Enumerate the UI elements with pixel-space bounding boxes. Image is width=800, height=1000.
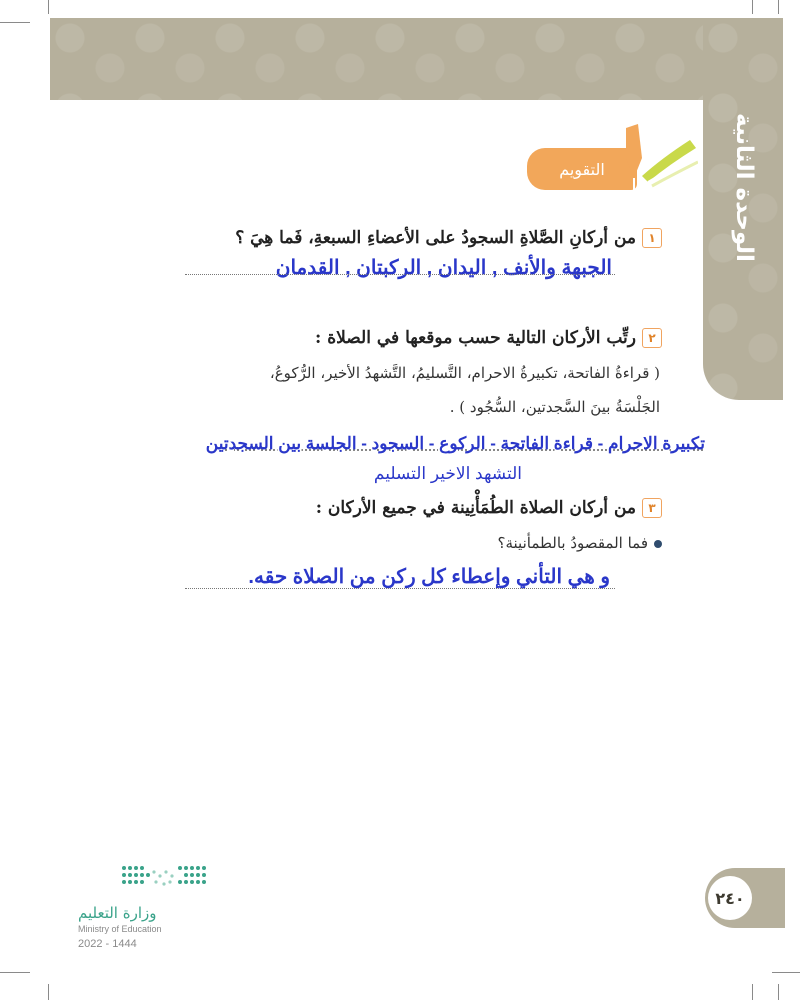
crop-mark (772, 972, 800, 973)
page-number: ٢٤٠ (708, 876, 752, 920)
answer-2-line-1: تكبيرة الاحرام - قراءة الفاتحة - الركوع - السجود - الجلسة بين السجدتين (205, 434, 705, 453)
answer-3: و هي التأني وإعطاء كل ركن من الصلاة حقه. (248, 566, 610, 588)
answer-1: الجبهة والأنف , اليدان , الركبتان , القدمان (275, 257, 612, 279)
ministry-name-ar: وزارة التعليم (78, 904, 157, 922)
ministry-year: 2022 - 1444 (78, 938, 137, 950)
question-2-list-line-1: ( قراءةُ الفاتحة، تكبيرةُ الاحرام، التَّسليمُ، التَّشهدُ الأخير، الرُّكوعُ، (269, 364, 660, 382)
bullet-icon (654, 540, 662, 548)
crop-mark (48, 0, 49, 14)
crop-mark (752, 0, 753, 14)
crop-mark (752, 984, 753, 1000)
question-number: ١ (642, 228, 662, 248)
question-text: من أركان الصلاة الطُمَأْنِينة في جميع الأركان : (315, 498, 636, 518)
question-3-sub (498, 534, 662, 552)
crop-mark (0, 972, 30, 973)
question-3 (316, 498, 662, 518)
ministry-name-en: Ministry of Education (78, 924, 162, 934)
answer-line (185, 588, 615, 589)
sub-question-text: فما المقصودُ بالطمأنينة؟ (497, 534, 648, 552)
crop-mark (0, 22, 30, 23)
pen-book-icon (612, 118, 698, 192)
ministry-logo-icon (120, 862, 212, 894)
answer-2-line-2: التشهد الاخير التسليم (373, 464, 522, 483)
question-number: ٣ (642, 498, 662, 518)
header-band (50, 18, 750, 100)
question-number: ٢ (642, 328, 662, 348)
section-tag-label: التقويم (559, 159, 605, 179)
question-text: رتِّب الأركان التالية حسب موقعها في الصلاة : (315, 328, 636, 348)
crop-mark (48, 984, 49, 1000)
unit-title: الوحدة الثانية (731, 113, 757, 262)
question-text: من أركانِ الصَّلاةِ السجودُ على الأعضاءِ السبعةِ، فَما هِيَ ؟ (235, 228, 636, 248)
question-2-list-line-2: الجَلْسَةُ بينَ السَّجدتين، السُّجُود ) . (449, 398, 660, 416)
question-1 (235, 228, 662, 248)
answer-line (185, 274, 615, 275)
question-2 (315, 328, 662, 348)
crop-mark (778, 984, 779, 1000)
crop-mark (778, 0, 779, 14)
